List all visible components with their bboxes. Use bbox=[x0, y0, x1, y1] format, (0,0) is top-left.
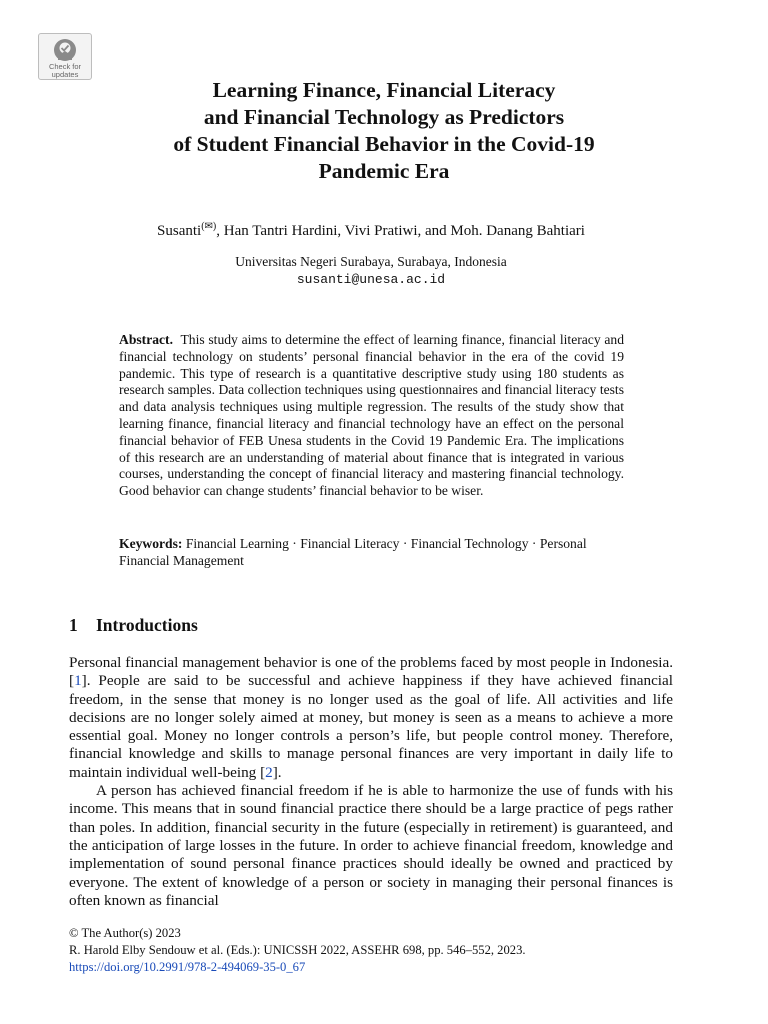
abstract-label: Abstract. bbox=[119, 332, 173, 347]
check-for-updates-icon bbox=[52, 37, 78, 63]
title-line: Learning Finance, Financial Literacy bbox=[212, 78, 556, 102]
abstract-text: This study aims to determine the effect of learning finance, financial literacy and financial technology on students’ personal financial behavior in the era of the covid 19 pandemic. This type of research is a quantitative descriptive study using 180 students as research samples. Data collection techniques using questionnaires and financial literacy tests and data analysis techniques using multiple regression. The results of the study show that learning finance, financial literacy and financial technology have an effect on the personal financial behavior of FEB Unesa students in the Covid 19 Pandemic Era. The implications of this research are an understanding of material about finance that is integrated in various courses, understanding the concept of financial literacy and mastering financial technology. Good behavior can change students’ financial behavior to be wiser. bbox=[119, 332, 625, 499]
check-for-updates-badge[interactable] bbox=[38, 33, 92, 80]
citation-link[interactable]: 1 bbox=[74, 672, 82, 690]
paragraph-text: Personal financial management behavior is one of the problems faced by most people in Indonesia. [ bbox=[69, 654, 673, 690]
section-body bbox=[69, 654, 673, 910]
citation-link[interactable]: 2 bbox=[265, 763, 273, 781]
title-line: of Student Financial Behavior in the Covid-19 bbox=[173, 132, 595, 156]
keywords bbox=[119, 536, 624, 570]
paper-title bbox=[0, 77, 768, 185]
copyright-notice: © The Author(s) 2023 bbox=[69, 926, 181, 940]
section-heading bbox=[69, 614, 198, 636]
affiliation: Universitas Negeri Surabaya, Surabaya, Indonesia bbox=[235, 254, 507, 269]
badge-label-line2: updates bbox=[51, 70, 79, 79]
author-first: Susanti bbox=[157, 223, 202, 239]
section-number: 1 bbox=[69, 615, 78, 635]
citation-line: R. Harold Elby Sendouw et al. (Eds.): UNICSSH 2022, ASSEHR 698, pp. 546–552, 2023. bbox=[69, 943, 526, 957]
doi-link[interactable]: https://doi.org/10.2991/978-2-494069-35-0_67 bbox=[69, 960, 306, 974]
paragraph-text: ]. bbox=[272, 763, 282, 781]
corresponding-author-mark[interactable]: (✉) bbox=[201, 221, 217, 232]
paragraph: A person has achieved financial freedom if he is able to harmonize the use of funds with his income. This means that in sound financial practice there should be a large practice of pegs rather than poles. In addition, financial security in the future (especially in retirement) is guaranteed, and the anticipation of large losses in the future. In order to achieve financial freedom, knowledge and implementation of sound personal finance practices should ideally be owned and practiced by everyone. The extent of knowledge of a person or society in managing their personal finances is often known as financial bbox=[69, 782, 673, 909]
section-title-text: Introductions bbox=[96, 615, 198, 635]
paragraph bbox=[69, 654, 673, 782]
badge-label-line1: Check for bbox=[48, 62, 82, 71]
keywords-text: Financial Learning · Financial Literacy · Financial Technology · Personal Financial Management bbox=[119, 536, 587, 568]
footer bbox=[69, 925, 709, 976]
author-rest: , Han Tantri Hardini, Vivi Pratiwi, and Moh. Danang Bahtiari bbox=[216, 223, 585, 239]
paragraph-text: ]. People are said to be successful and achieve happiness if they have achieved financial freedom, in the sense that money is no longer used as the goal of life. All activities and life decisions are no longer solely aimed at money, but money is seen as a means to achieve a more essential goal. Money no longer controls a person’s life, but people control money. Therefore, financial knowledge and skills to manage personal finances are very important in daily life to maintain individual well-being [ bbox=[69, 672, 673, 781]
abstract bbox=[119, 332, 624, 500]
keywords-label: Keywords: bbox=[119, 536, 183, 551]
author-email[interactable]: susanti@unesa.ac.id bbox=[296, 272, 446, 287]
title-line: and Financial Technology as Predictors bbox=[203, 105, 565, 129]
author-list bbox=[0, 218, 742, 240]
title-line: Pandemic Era bbox=[318, 159, 450, 183]
